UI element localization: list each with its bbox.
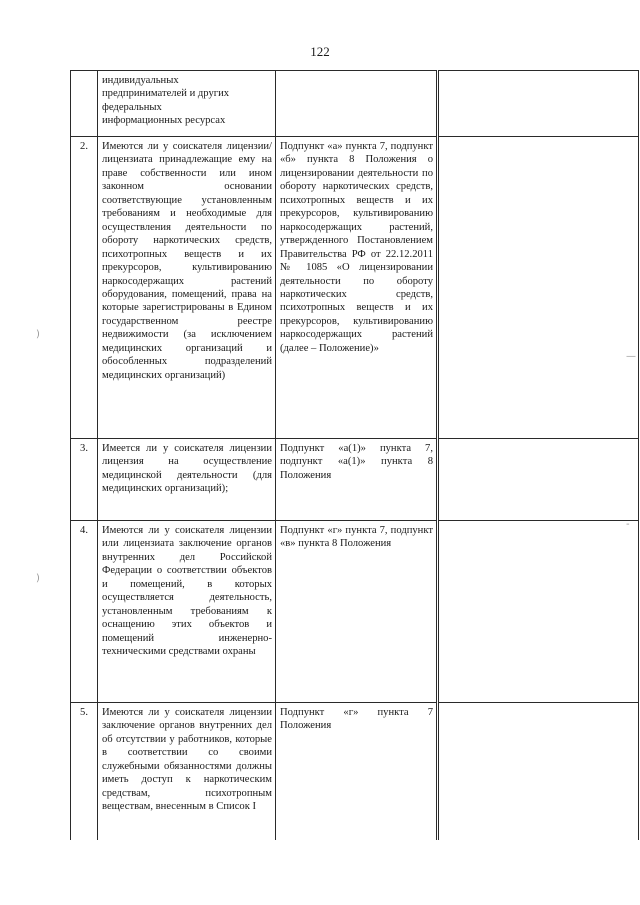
answer-cell [438, 439, 639, 521]
answer-cell [438, 521, 639, 703]
table-row [71, 137, 639, 439]
scan-margin-mark: ) [36, 329, 40, 340]
row-number-cell [71, 71, 98, 137]
table-row [71, 703, 639, 841]
question-cell: Имеются ли у соискателя лицензии или лицензиата заключение органов внутренних дел Российской Федерации о соответствии объектов и помещений, в которых осуществляется деятельность, установленным требованиям к оснащению этих объектов и помещений инженерно-техническими средствами охраны [98, 521, 276, 703]
page-number: 122 [310, 44, 330, 59]
scan-margin-mark: — [626, 351, 636, 362]
scan-margin-mark: - [626, 519, 630, 530]
row-number-cell: 3. [71, 439, 98, 521]
answer-cell [438, 71, 639, 137]
question-cell: индивидуальных предпринимателей и других федеральных информационных ресурсах [98, 71, 276, 137]
reference-cell: Подпункт «г» пункта 7, подпункт «в» пункта 8 Положения [276, 521, 438, 703]
reference-cell: Подпункт «г» пункта 7 Положения [276, 703, 438, 841]
reference-cell: Подпункт «а» пункта 7, подпункт «б» пункта 8 Положения о лицензировании деятельности по обороту наркотических средств, психотропных веществ и их прекурсоров, культивированию наркосодержащих растений, утвержденного Постановлением Правительства РФ от 22.12.2011 № 1085 «О лицензировании деятельности по обороту наркотических средств, психотропных веществ и их прекурсоров, культивированию наркосодержащих растений (далее – Положение)» [276, 137, 438, 439]
question-cell: Имеются ли у соискателя лицензии/лицензиата принадлежащие ему на праве собственности или ином законном основании соответствующие установленным требованиям и необходимые для осуществления деятельности по обороту наркотических средств, психотропных веществ и их прекурсоров, культивированию наркосодержащих растений оборудования, помещений, права на которые зарегистрированы в Едином государственном реестре недвижимости (за исключением медицинских организаций и обособленных подразделений медицинских организаций) [98, 137, 276, 439]
reference-cell [276, 71, 438, 137]
row-number-cell: 2. [71, 137, 98, 439]
scan-margin-mark: ) [36, 573, 40, 584]
answer-cell [438, 137, 639, 439]
table-row [71, 71, 639, 137]
row-number-cell: 5. [71, 703, 98, 841]
table-row [71, 439, 639, 521]
license-checklist-table [70, 70, 639, 840]
answer-cell [438, 703, 639, 841]
reference-cell: Подпункт «а(1)» пункта 7, подпункт «а(1)» пункта 8 Положения [276, 439, 438, 521]
question-cell: Имеется ли у соискателя лицензии лицензия на осуществление медицинской деятельности (для медицинских организаций); [98, 439, 276, 521]
row-number-cell: 4. [71, 521, 98, 703]
table-row [71, 521, 639, 703]
question-cell: Имеются ли у соискателя лицензии заключение органов внутренних дел об отсутствии у работников, которые в соответствии со своими служебными обязанностями должны иметь доступ к наркотическим средствам, психотропным веществам, внесенным в Список I [98, 703, 276, 841]
